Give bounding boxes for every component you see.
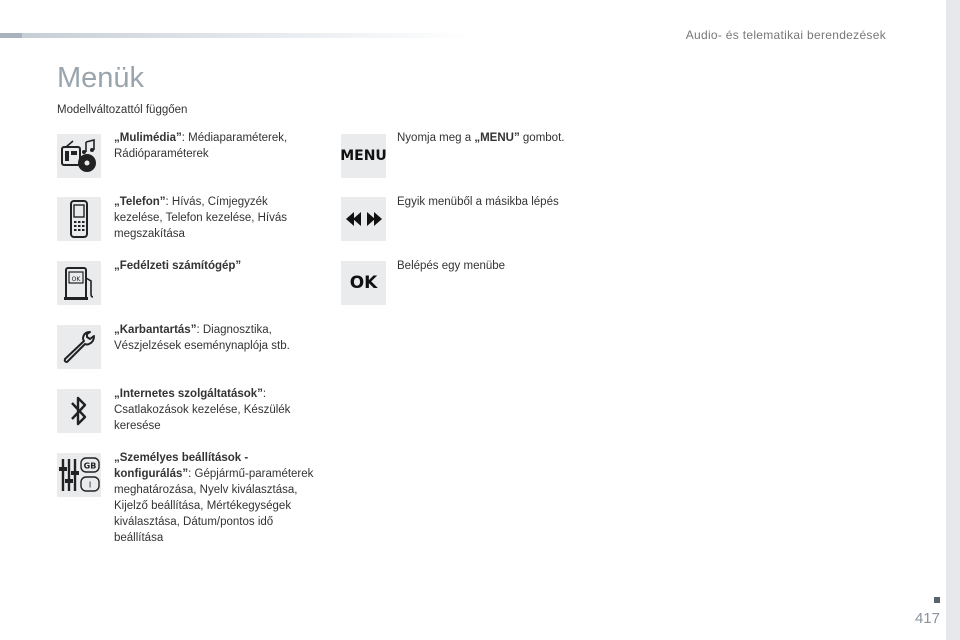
page-subtitle: Modellváltozattól függően — [57, 104, 188, 116]
bluetooth-icon — [57, 389, 101, 433]
text-before: Belépés egy menübe — [397, 260, 506, 272]
ok-button-description — [397, 258, 505, 274]
menu-item-multimedia — [114, 130, 314, 162]
menu-item-desc: : Médiaparaméterek, Rádióparaméterek — [114, 132, 288, 160]
settings-flag-label: I — [88, 480, 92, 490]
menu-item-name: „Telefon” — [114, 196, 166, 208]
arrows-left-right-icon — [341, 197, 386, 241]
text-after: gombot. — [519, 132, 565, 144]
menu-item-desc: : Csatlakozások kezelése, Készülék keresése — [114, 388, 291, 432]
settings-sliders-icon — [57, 453, 101, 497]
menu-button-description — [397, 130, 564, 146]
menu-item-desc: : Hívás, Címjegyzék kezelése, Telefon kezelése, Hívás megszakítása — [114, 196, 288, 240]
page-marker — [934, 597, 940, 603]
menu-item-name: „Karbantartás” — [114, 324, 197, 336]
menu-item-telephone — [114, 194, 314, 242]
chapter-title: Audio- és telematikai berendezések — [685, 28, 886, 42]
text-bold: „MENU” — [474, 132, 520, 144]
settings-language-label: GB — [83, 461, 97, 471]
menu-item-name: „Fedélzeti számítógép” — [114, 260, 242, 272]
multimedia-icon — [57, 134, 101, 178]
page-edge-strip — [946, 0, 960, 640]
menu-item-name: „Személyes beállítások - konfigurálás” — [114, 452, 249, 480]
menu-item-connected-services — [114, 386, 314, 434]
ok-button — [341, 261, 386, 305]
menu-button-label: MENU — [340, 148, 387, 164]
top-decorative-bar — [0, 33, 470, 38]
page-title: Menük — [57, 62, 145, 94]
menu-item-name: „Internetes szolgáltatások” — [114, 388, 263, 400]
wrench-icon — [57, 325, 101, 369]
menu-item-personal-settings — [114, 450, 314, 546]
trip-computer-icon — [57, 261, 101, 305]
menu-item-name: „Mulimédia” — [114, 132, 182, 144]
arrows-button-description — [397, 194, 559, 210]
menu-item-desc: : Diagnosztika, Vészjelzések eseménynaplója stb. — [114, 324, 290, 352]
menu-button — [341, 134, 386, 178]
trip-screen-label: OK — [71, 276, 81, 283]
ok-button-label: OK — [349, 273, 378, 293]
phone-icon — [57, 197, 101, 241]
text-before: Nyomja meg a — [397, 132, 475, 144]
menu-item-maintenance — [114, 322, 314, 354]
menu-item-trip-computer — [114, 258, 314, 274]
page-number: 417 — [914, 610, 940, 627]
menu-item-desc: : Gépjármű-paraméterek meghatározása, Nyelv kiválasztása, Kijelző beállítása, Mértékegységek kiválasztása, Dátum/pontos idő beállítása — [114, 468, 314, 544]
text-before: Egyik menüből a másikba lépés — [397, 196, 559, 208]
